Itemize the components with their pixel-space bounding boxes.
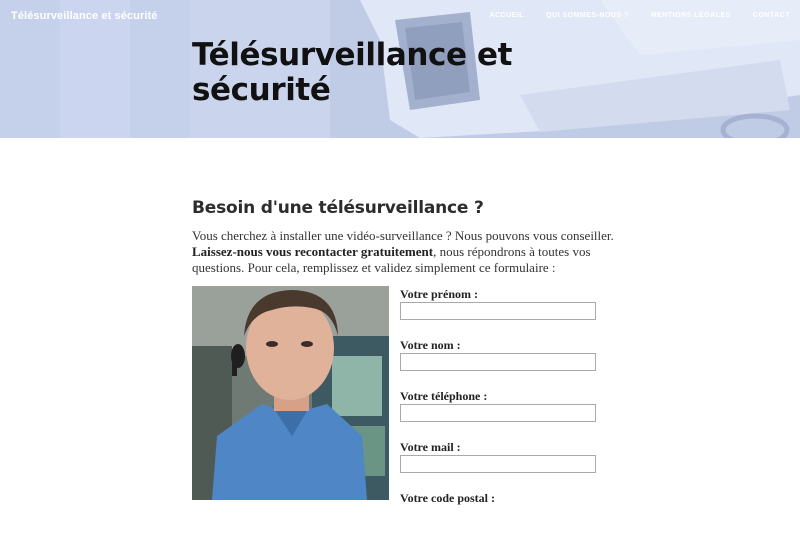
field-label-code-postal: Votre code postal : <box>400 491 495 505</box>
contact-section <box>192 286 602 505</box>
field-nom <box>400 338 600 388</box>
field-mail <box>400 440 600 490</box>
nav-accueil[interactable]: ACCUEIL <box>489 12 525 19</box>
field-label-telephone: Votre téléphone : <box>400 389 488 403</box>
field-telephone <box>400 389 600 439</box>
field-code-postal <box>400 491 600 541</box>
nav-contact[interactable]: CONTACT <box>752 12 790 19</box>
nav-qui-sommes-nous[interactable]: QUI SOMMES-NOUS ? <box>546 12 629 19</box>
field-label-prenom: Votre prénom : <box>400 287 478 301</box>
hero-banner <box>0 0 800 138</box>
prenom-input[interactable] <box>400 302 596 320</box>
page-title: Télésurveillance et sécurité <box>192 37 513 108</box>
field-label-nom: Votre nom : <box>400 338 461 352</box>
agent-photo <box>192 286 389 500</box>
field-label-mail: Votre mail : <box>400 440 461 454</box>
main-nav <box>489 12 790 19</box>
main-content <box>192 198 622 276</box>
intro-text <box>192 228 617 276</box>
nom-input[interactable] <box>400 353 596 371</box>
site-brand[interactable]: Télésurveillance et sécurité <box>11 10 158 22</box>
intro-part1: Vous cherchez à installer une vidéo-surveillance ? Nous pouvons vous conseiller. <box>192 228 614 243</box>
intro-part2: , nous répondrons à toutes vos questions. Pour cela, remplissez et validez simplement ce formulaire : <box>192 244 591 275</box>
nav-mentions-legales[interactable]: MENTIONS LÉGALES <box>650 12 731 19</box>
intro-bold: Laissez-nous vous recontacter gratuitement <box>192 244 434 259</box>
telephone-input[interactable] <box>400 404 596 422</box>
field-prenom <box>400 287 600 337</box>
contact-form <box>400 286 600 541</box>
section-title: Besoin d'une télésurveillance ? <box>192 198 484 218</box>
mail-input[interactable] <box>400 455 596 473</box>
